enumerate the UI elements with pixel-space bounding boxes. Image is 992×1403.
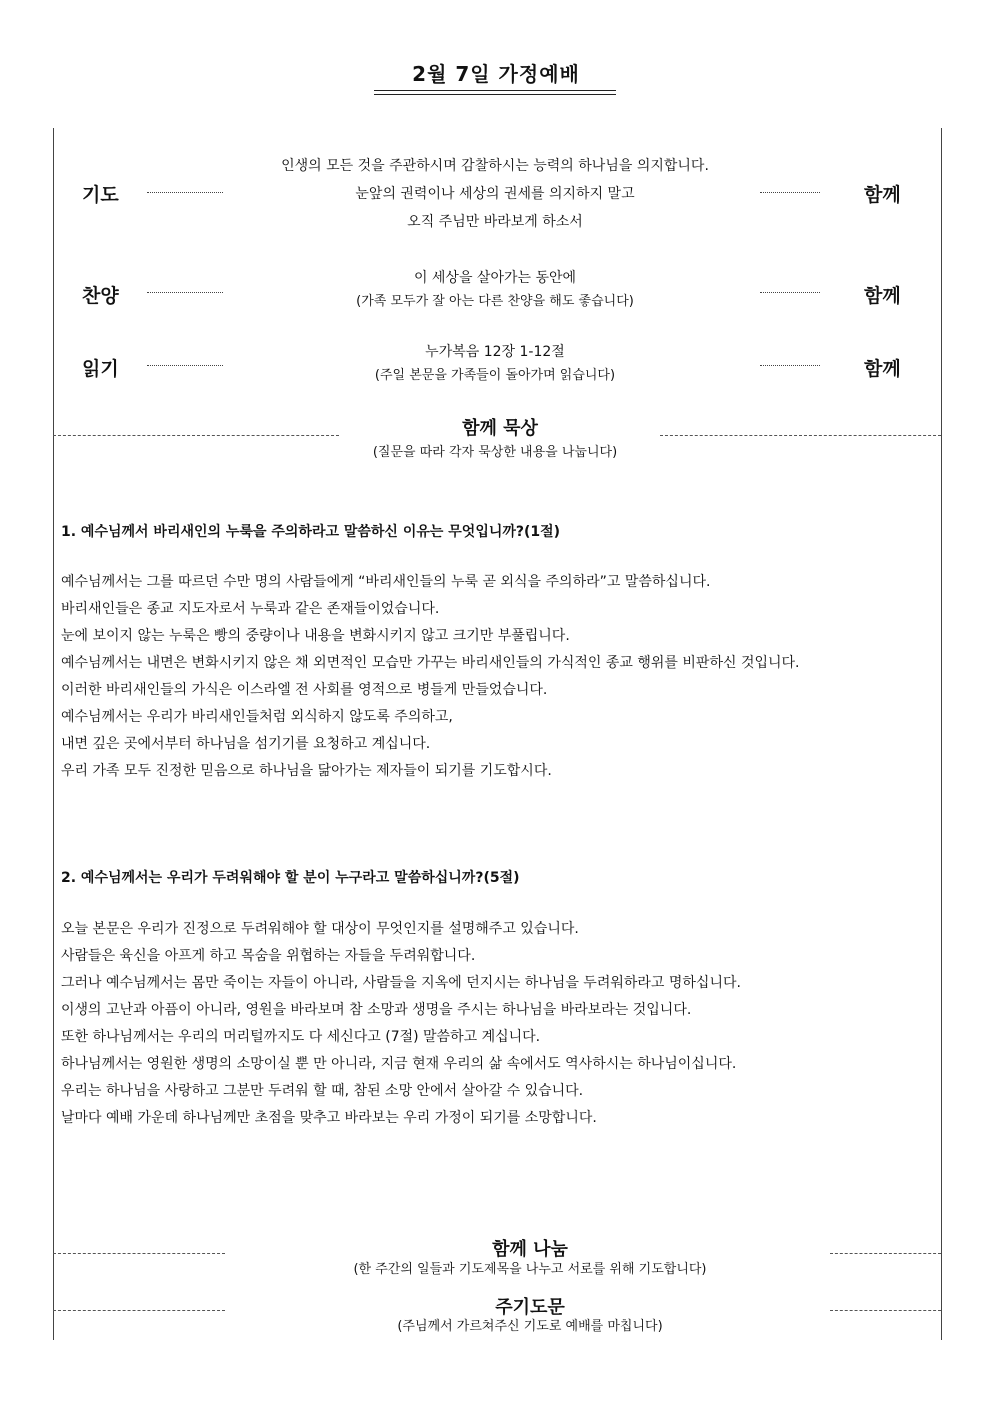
answer-line: 예수님께서는 우리가 바리새인들처럼 외식하지 않도록 주의하고, <box>61 709 453 725</box>
reading-leader: 함께 <box>864 358 901 380</box>
hymn-label: 찬양 <box>82 285 119 307</box>
lords-prayer-divider-right <box>830 1310 941 1311</box>
meditation-title: 함께 묵상 <box>462 418 538 439</box>
meditation-divider-right <box>660 435 941 436</box>
answer-line: 바리새인들은 종교 지도자로서 누룩과 같은 존재들이었습니다. <box>61 601 440 617</box>
hymn-title: 이 세상을 살아가는 동안에 <box>413 270 577 286</box>
answer-line: 오늘 본문은 우리가 진정으로 두려워해야 할 대상이 무엇인지를 설명해주고 있습니다. <box>61 921 579 937</box>
answer-line: 우리 가족 모두 진정한 믿음으로 하나님을 닮아가는 제자들이 되기를 기도합시다. <box>61 763 552 779</box>
reading-dots-right <box>760 365 820 366</box>
lords-prayer-title: 주기도문 <box>495 1297 565 1318</box>
title-underline <box>374 90 616 91</box>
sharing-divider-right <box>830 1253 941 1254</box>
sharing-title: 함께 나눔 <box>492 1239 568 1260</box>
prayer-line: 눈앞의 권력이나 세상의 권세를 의지하지 말고 <box>355 186 635 202</box>
answer-line: 사람들은 육신을 아프게 하고 목숨을 위협하는 자들을 두려워합니다. <box>61 948 476 964</box>
reading-block <box>200 340 790 388</box>
answer-1 <box>61 569 941 785</box>
prayer-label: 기도 <box>82 184 119 206</box>
answer-line: 이생의 고난과 아픔이 아니라, 영원을 바라보며 참 소망과 생명을 주시는 하나님을 바라보라는 것입니다. <box>61 1002 692 1018</box>
answer-line: 눈에 보이지 않는 누룩은 빵의 중량이나 내용을 변화시키지 않고 크기만 부풀립니다. <box>61 628 570 644</box>
prayer-dots-right <box>760 192 820 193</box>
hymn-note: (가족 모두가 잘 아는 다른 찬양을 해도 좋습니다) <box>356 294 634 309</box>
answer-line: 예수님께서는 내면은 변화시키지 않은 채 외면적인 모습만 가꾸는 바리새인들의 가식적인 종교 행위를 비판하신 것입니다. <box>61 655 800 671</box>
answer-2 <box>61 916 941 1132</box>
frame-right-border <box>941 128 942 1340</box>
prayer-line: 인생의 모든 것을 주관하시며 감찰하시는 능력의 하나님을 의지합니다. <box>281 158 709 174</box>
prayer-leader: 함께 <box>864 184 901 206</box>
sharing-divider-left <box>53 1253 225 1254</box>
hymn-block <box>200 266 790 314</box>
question-1: 1. 예수님께서 바리새인의 누룩을 주의하라고 말씀하신 이유는 무엇입니까?(1절) <box>61 524 561 540</box>
sharing-subtitle: (한 주간의 일들과 기도제목을 나누고 서로를 위해 기도합니다) <box>353 1262 707 1277</box>
answer-line: 또한 하나님께서는 우리의 머리털까지도 다 세신다고 (7절) 말씀하고 계십니다. <box>61 1029 541 1045</box>
meditation-divider-left <box>53 435 339 436</box>
hymn-dots-right <box>760 292 820 293</box>
title-underline-2 <box>374 94 616 95</box>
answer-line: 그러나 예수님께서는 몸만 죽이는 자들이 아니라, 사람들을 지옥에 던지시는 하나님을 두려워하라고 명하십니다. <box>61 975 741 991</box>
prayer-line: 오직 주님만 바라보게 하소서 <box>407 214 583 230</box>
reading-passage: 누가복음 12장 1-12절 <box>425 344 565 360</box>
answer-line: 하나님께서는 영원한 생명의 소망이실 뿐 만 아니라, 지금 현재 우리의 삶 속에서도 역사하시는 하나님이십니다. <box>61 1056 737 1072</box>
reading-note: (주일 본문을 가족들이 돌아가며 읽습니다) <box>374 368 616 383</box>
question-2: 2. 예수님께서는 우리가 두려워해야 할 분이 누구라고 말씀하십니까?(5절) <box>61 870 520 886</box>
reading-label: 읽기 <box>82 358 119 380</box>
answer-line: 예수님께서는 그를 따르던 수만 명의 사람들에게 “바리새인들의 누룩 곧 외식을 주의하라”고 말씀하십니다. <box>61 574 711 590</box>
hymn-leader: 함께 <box>864 285 901 307</box>
frame-left-border <box>53 128 54 1340</box>
prayer-text <box>200 152 790 236</box>
meditation-subtitle: (질문을 따라 각자 묵상한 내용을 나눕니다) <box>372 445 618 460</box>
page-title: 2월 7일 가정예배 <box>412 62 580 86</box>
lords-prayer-divider-left <box>53 1310 225 1311</box>
answer-line: 날마다 예배 가운데 하나님께만 초점을 맞추고 바라보는 우리 가정이 되기를 소망합니다. <box>61 1110 597 1126</box>
answer-line: 우리는 하나님을 사랑하고 그분만 두려워 할 때, 참된 소망 안에서 살아갈 수 있습니다. <box>61 1083 584 1099</box>
answer-line: 내면 깊은 곳에서부터 하나님을 섬기기를 요청하고 계십니다. <box>61 736 431 752</box>
answer-line: 이러한 바리새인들의 가식은 이스라엘 전 사회를 영적으로 병들게 만들었습니다. <box>61 682 548 698</box>
lords-prayer-subtitle: (주님께서 가르쳐주신 기도로 예배를 마칩니다) <box>397 1319 663 1334</box>
